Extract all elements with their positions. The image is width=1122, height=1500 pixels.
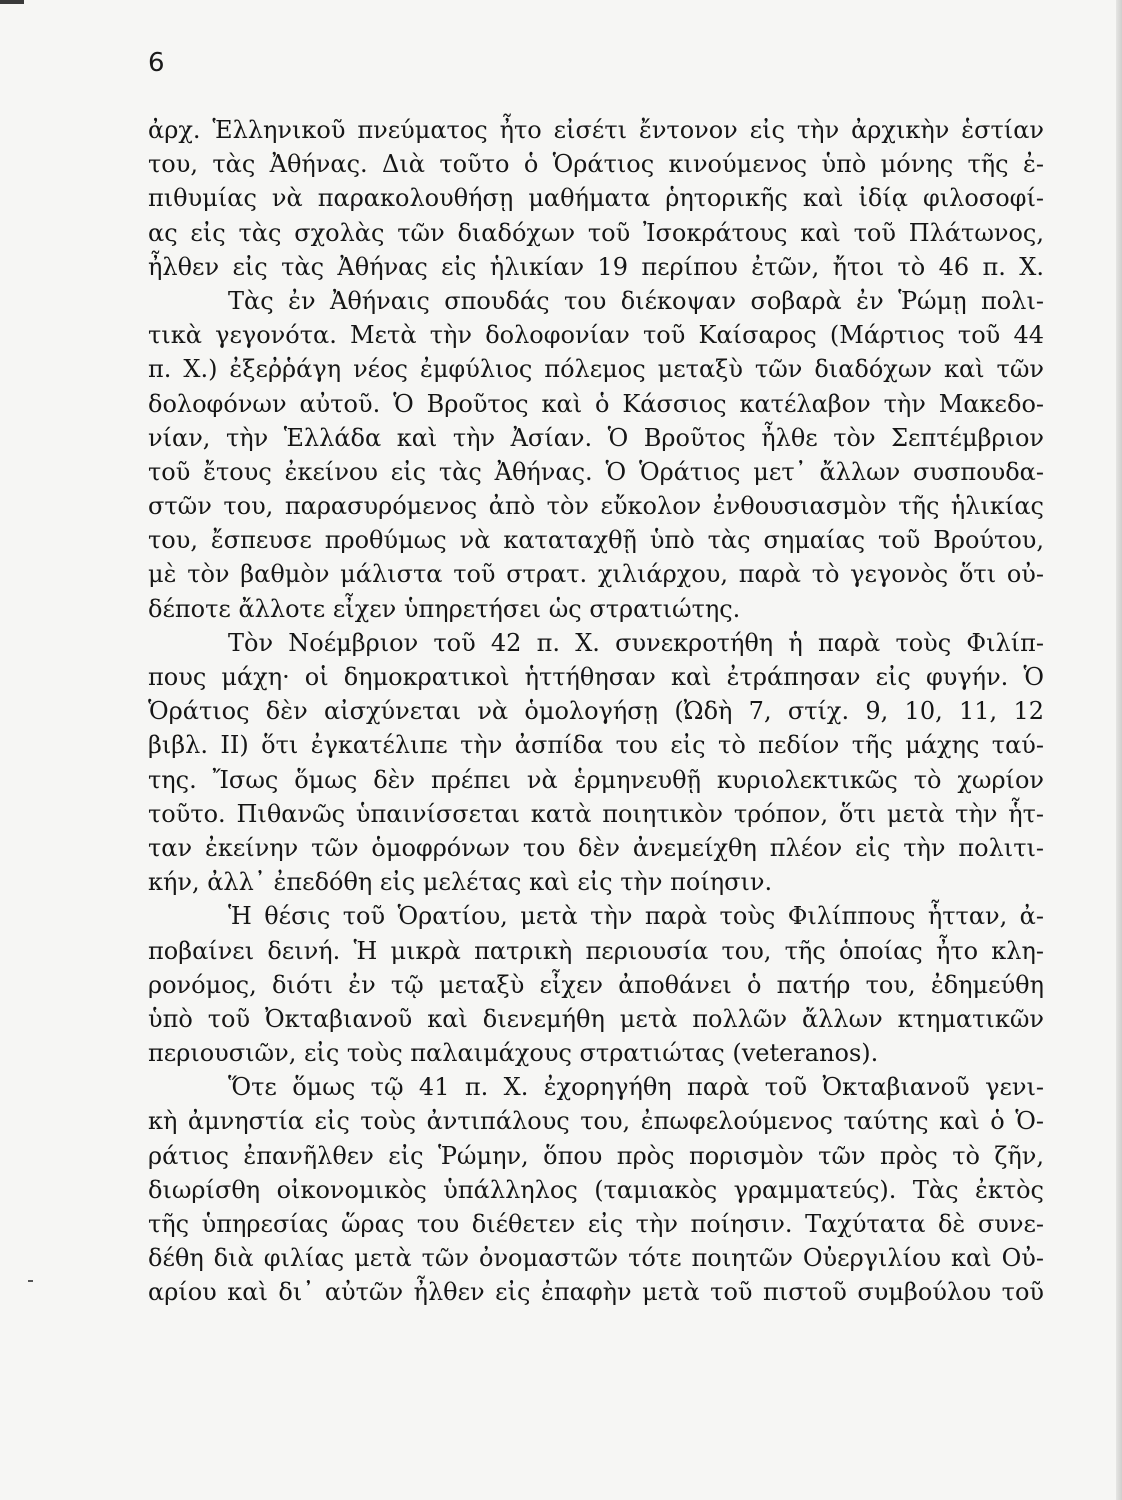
text-line: νίαν, τὴν Ἑλλάδα καὶ τὴν Ἀσίαν. Ὁ Βροῦτος ἦλθε τὸν Σεπτέμβριον <box>148 423 1044 452</box>
text-line: αρίου καὶ δι᾿ αὐτῶν ἦλθεν εἰς ἐπαφὴν μετὰ τοῦ πιστοῦ συμβούλου τοῦ <box>148 1278 1044 1307</box>
text-line: περιουσιῶν, εἰς τοὺς παλαιμάχους στρατιώτας (veteranos). <box>148 1039 879 1068</box>
text-line: π. Χ.) ἐξεῤῥάγη νέος ἐμφύλιος πόλεμος μεταξὺ τῶν διαδόχων καὶ τῶν <box>148 355 1044 384</box>
text-line: τικὰ γεγονότα. Μετὰ τὴν δολοφονίαν τοῦ Καίσαρος (Μάρτιος τοῦ 44 <box>148 321 1044 350</box>
text-line: Τὸν Νοέμβριον τοῦ 42 π. Χ. συνεκροτήθη ἡ παρὰ τοὺς Φιλίπ- <box>228 628 1044 657</box>
text-line: κὴ ἀμνηστία εἰς τοὺς ἀντιπάλους του, ἐπωφελούμενος ταύτης καὶ ὁ Ὁ- <box>148 1107 1044 1136</box>
text-line: ρονόμος, διότι ἐν τῷ μεταξὺ εἶχεν ἀποθάνει ὁ πατήρ του, ἐδημεύθη <box>148 970 1044 999</box>
text-line: διωρίσθη οἰκονομικὸς ὑπάλληλος (ταμιακὸς γραμματεύς). Τὰς ἐκτὸς <box>148 1175 1044 1204</box>
text-line: τῆς ὑπηρεσίας ὥρας του διέθετεν εἰς τὴν ποίησιν. Ταχύτατα δὲ συνε- <box>148 1210 1044 1238</box>
text-line: του, ἔσπευσε προθύμως νὰ καταταχθῇ ὑπὸ τὰς σημαίας τοῦ Βρούτου, <box>148 526 1044 555</box>
text-line: του, τὰς Ἀθήνας. Διὰ τοῦτο ὁ Ὁράτιος κινούμενος ὑπὸ μόνης τῆς ἐ- <box>148 150 1044 179</box>
text-line: τοῦ ἔτους ἐκείνου εἰς τὰς Ἀθήνας. Ὁ Ὁράτιος μετ᾿ ἄλλων συσπουδα- <box>148 457 1044 486</box>
text-line: ὑπὸ τοῦ Ὀκταβιανοῦ καὶ διενεμήθη μετὰ πολλῶν ἄλλων κτηματικῶν <box>148 1004 1044 1033</box>
text-line: Ὁράτιος δὲν αἰσχύνεται νὰ ὁμολογήσῃ (Ὠδὴ 7, στίχ. 9, 10, 11, 12 <box>148 697 1044 726</box>
text-line: βιβλ. ΙΙ) ὅτι ἐγκατέλιπε τὴν ἀσπίδα του εἰς τὸ πεδίον τῆς μάχης ταύ- <box>148 731 1044 760</box>
text-line: της. Ἴσως ὅμως δὲν πρέπει νὰ ἑρμηνευθῇ κυριολεκτικῶς τὸ χωρίον <box>148 765 1044 794</box>
text-line: πιθυμίας νὰ παρακολουθήσῃ μαθήματα ῥητορικῆς καὶ ἰδίᾳ φιλοσοφί- <box>148 184 1044 213</box>
text-line: μὲ τὸν βαθμὸν μάλιστα τοῦ στρατ. χιλιάρχου, παρὰ τὸ γεγονὸς ὅτι οὐ- <box>148 560 1044 589</box>
text-line: ράτιος ἐπανῆλθεν εἰς Ῥώμην, ὅπου πρὸς πορισμὸν τῶν πρὸς τὸ ζῆν, <box>148 1141 1044 1170</box>
text-line: κήν, ἀλλ᾿ ἐπεδόθη εἰς μελέτας καὶ εἰς τὴν ποίησιν. <box>148 868 773 897</box>
text-line: ας εἰς τὰς σχολὰς τῶν διαδόχων τοῦ Ἰσοκράτους καὶ τοῦ Πλάτωνος, <box>148 218 1044 247</box>
text-line: δέποτε ἄλλοτε εἶχεν ὑπηρετήσει ὡς στρατιώτης. <box>148 594 741 623</box>
text-line: Ἡ θέσις τοῦ Ὁρατίου, μετὰ τὴν παρὰ τοὺς Φιλίππους ἧτταν, ἀ- <box>228 902 1044 931</box>
text-line: Ὅτε ὅμως τῷ 41 π. Χ. ἐχορηγήθη παρὰ τοῦ Ὀκταβιανοῦ γενι- <box>228 1073 1044 1102</box>
text-line: στῶν του, παρασυρόμενος ἀπὸ τὸν εὔκολον ἐνθουσιασμὸν τῆς ἡλικίας <box>148 492 1044 521</box>
margin-mark <box>28 1280 33 1282</box>
page-number: 6 <box>148 48 165 78</box>
text-line: ταν ἐκείνην τῶν ὁμοφρόνων του δὲν ἀνεμείχθη πλέον εἰς τὴν πολιτι- <box>148 833 1044 862</box>
text-line: πους μάχη· οἱ δημοκρατικοὶ ἡττήθησαν καὶ ἐτράπησαν εἰς φυγήν. Ὁ <box>148 663 1044 691</box>
text-line: ἦλθεν εἰς τὰς Ἀθήνας εἰς ἡλικίαν 19 περίπου ἐτῶν, ἤτοι τὸ 46 π. Χ. <box>148 252 1044 281</box>
scan-corner-mark <box>0 0 24 4</box>
text-line: τοῦτο. Πιθανῶς ὑπαινίσσεται κατὰ ποιητικὸν τρόπον, ὅτι μετὰ τὴν ἧτ- <box>148 799 1044 828</box>
text-line: Τὰς ἐν Ἀθήναις σπουδάς του διέκοψαν σοβαρὰ ἐν Ῥώμῃ πολι- <box>228 286 1044 315</box>
body-text <box>148 113 1044 1310</box>
text-line: ποβαίνει δεινή. Ἡ μικρὰ πατρικὴ περιουσία του, τῆς ὁποίας ἦτο κλη- <box>148 936 1044 965</box>
text-line: δολοφόνων αὐτοῦ. Ὁ Βροῦτος καὶ ὁ Κάσσιος κατέλαβον τὴν Μακεδο- <box>148 389 1044 418</box>
scan-edge-shadow <box>1116 0 1122 1500</box>
text-line: ἀρχ. Ἑλληνικοῦ πνεύματος ἦτο εἰσέτι ἔντονον εἰς τὴν ἀρχικὴν ἑστίαν <box>148 116 1044 144</box>
text-line: δέθη διὰ φιλίας μετὰ τῶν ὀνομαστῶν τότε ποιητῶν Οὐεργιλίου καὶ Οὐ- <box>148 1244 1044 1273</box>
